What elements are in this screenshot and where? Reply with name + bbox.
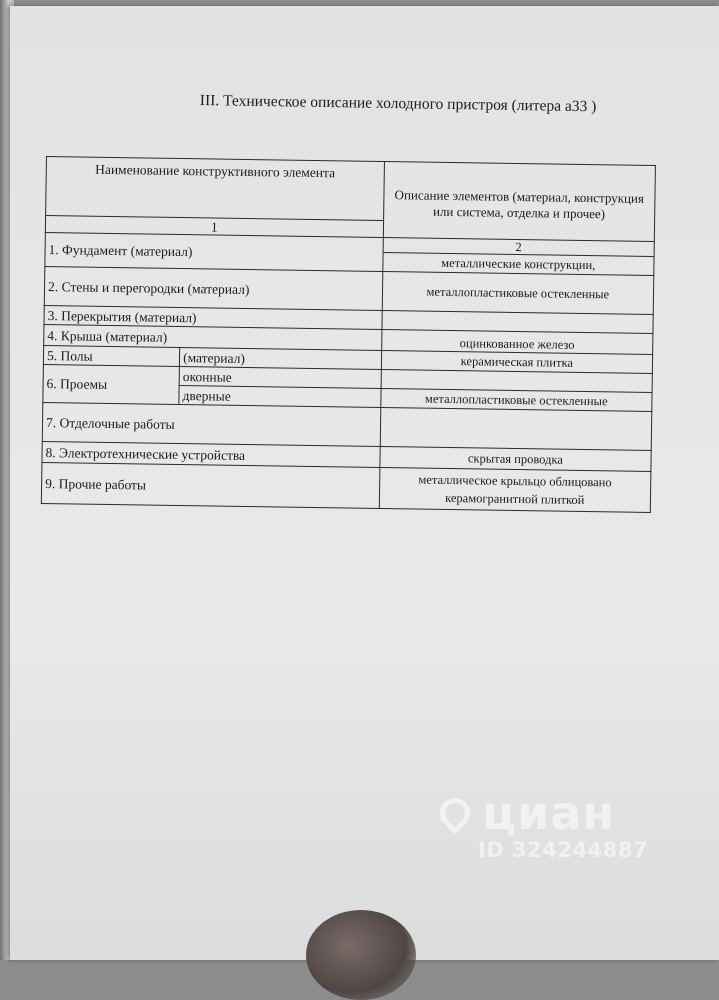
table-row-label: 3. Перекрытия (материал) bbox=[44, 305, 382, 329]
table-row-value bbox=[380, 407, 652, 450]
table-row-label: 9. Прочие работы bbox=[41, 462, 379, 508]
table-row bbox=[41, 462, 651, 512]
cian-watermark-logo bbox=[440, 786, 648, 840]
table-row-sublabel: оконные bbox=[179, 367, 381, 389]
table-row-value: оцинкованное железо bbox=[381, 329, 653, 354]
location-pin-icon bbox=[434, 792, 476, 834]
table-header-row bbox=[46, 157, 656, 225]
cian-watermark bbox=[440, 786, 648, 862]
table-row-label: 6. Проемы bbox=[43, 364, 180, 404]
table-row-sublabel: (материал) bbox=[180, 348, 382, 370]
table-row-label: 8. Электротехнические устройства bbox=[42, 441, 380, 467]
table-row-values-cell bbox=[382, 238, 654, 276]
table-row-value: металлические конструкции, bbox=[441, 255, 596, 273]
document-page bbox=[10, 6, 719, 960]
table-row-label: 2. Стены и перегородки (материал) bbox=[44, 266, 382, 310]
cian-watermark-id: ID 324244887 bbox=[478, 838, 649, 862]
table-row-sublabel: дверные bbox=[179, 386, 381, 408]
finger-shadow bbox=[306, 910, 416, 1000]
technical-description-table-wrap bbox=[41, 156, 666, 513]
header-element-description: Описание элементов (материал, конструкция или система, отделка и прочее) bbox=[383, 162, 655, 242]
header-number-1: 1 bbox=[45, 216, 383, 238]
document-title: III. Техническое описание холодного пристроя (литера а33 ) bbox=[199, 92, 597, 116]
header-number-2: 2 bbox=[383, 238, 654, 257]
technical-description-table bbox=[41, 156, 656, 513]
table-row-value: металлопластиковые остекленные bbox=[382, 272, 654, 315]
table-row-value: металлопластиковые остекленные bbox=[380, 388, 652, 411]
cian-watermark-brand: циан bbox=[482, 786, 616, 840]
table-row-label: 5. Полы bbox=[43, 345, 179, 366]
table-row-value: керамическая плитка bbox=[381, 350, 653, 373]
table-row-label: 7. Отделочные работы bbox=[42, 402, 380, 446]
header-element-name: Наименование конструктивного элемента bbox=[46, 157, 385, 221]
table-row-value: скрытая проводка bbox=[380, 446, 652, 471]
table-row-label: 4. Крыша (материал) bbox=[44, 324, 382, 350]
table-row-label: 1. Фундамент (материал) bbox=[45, 232, 383, 271]
table-row-value: металлическое крыльцо облицовано керамогранитной плиткой bbox=[379, 467, 651, 512]
